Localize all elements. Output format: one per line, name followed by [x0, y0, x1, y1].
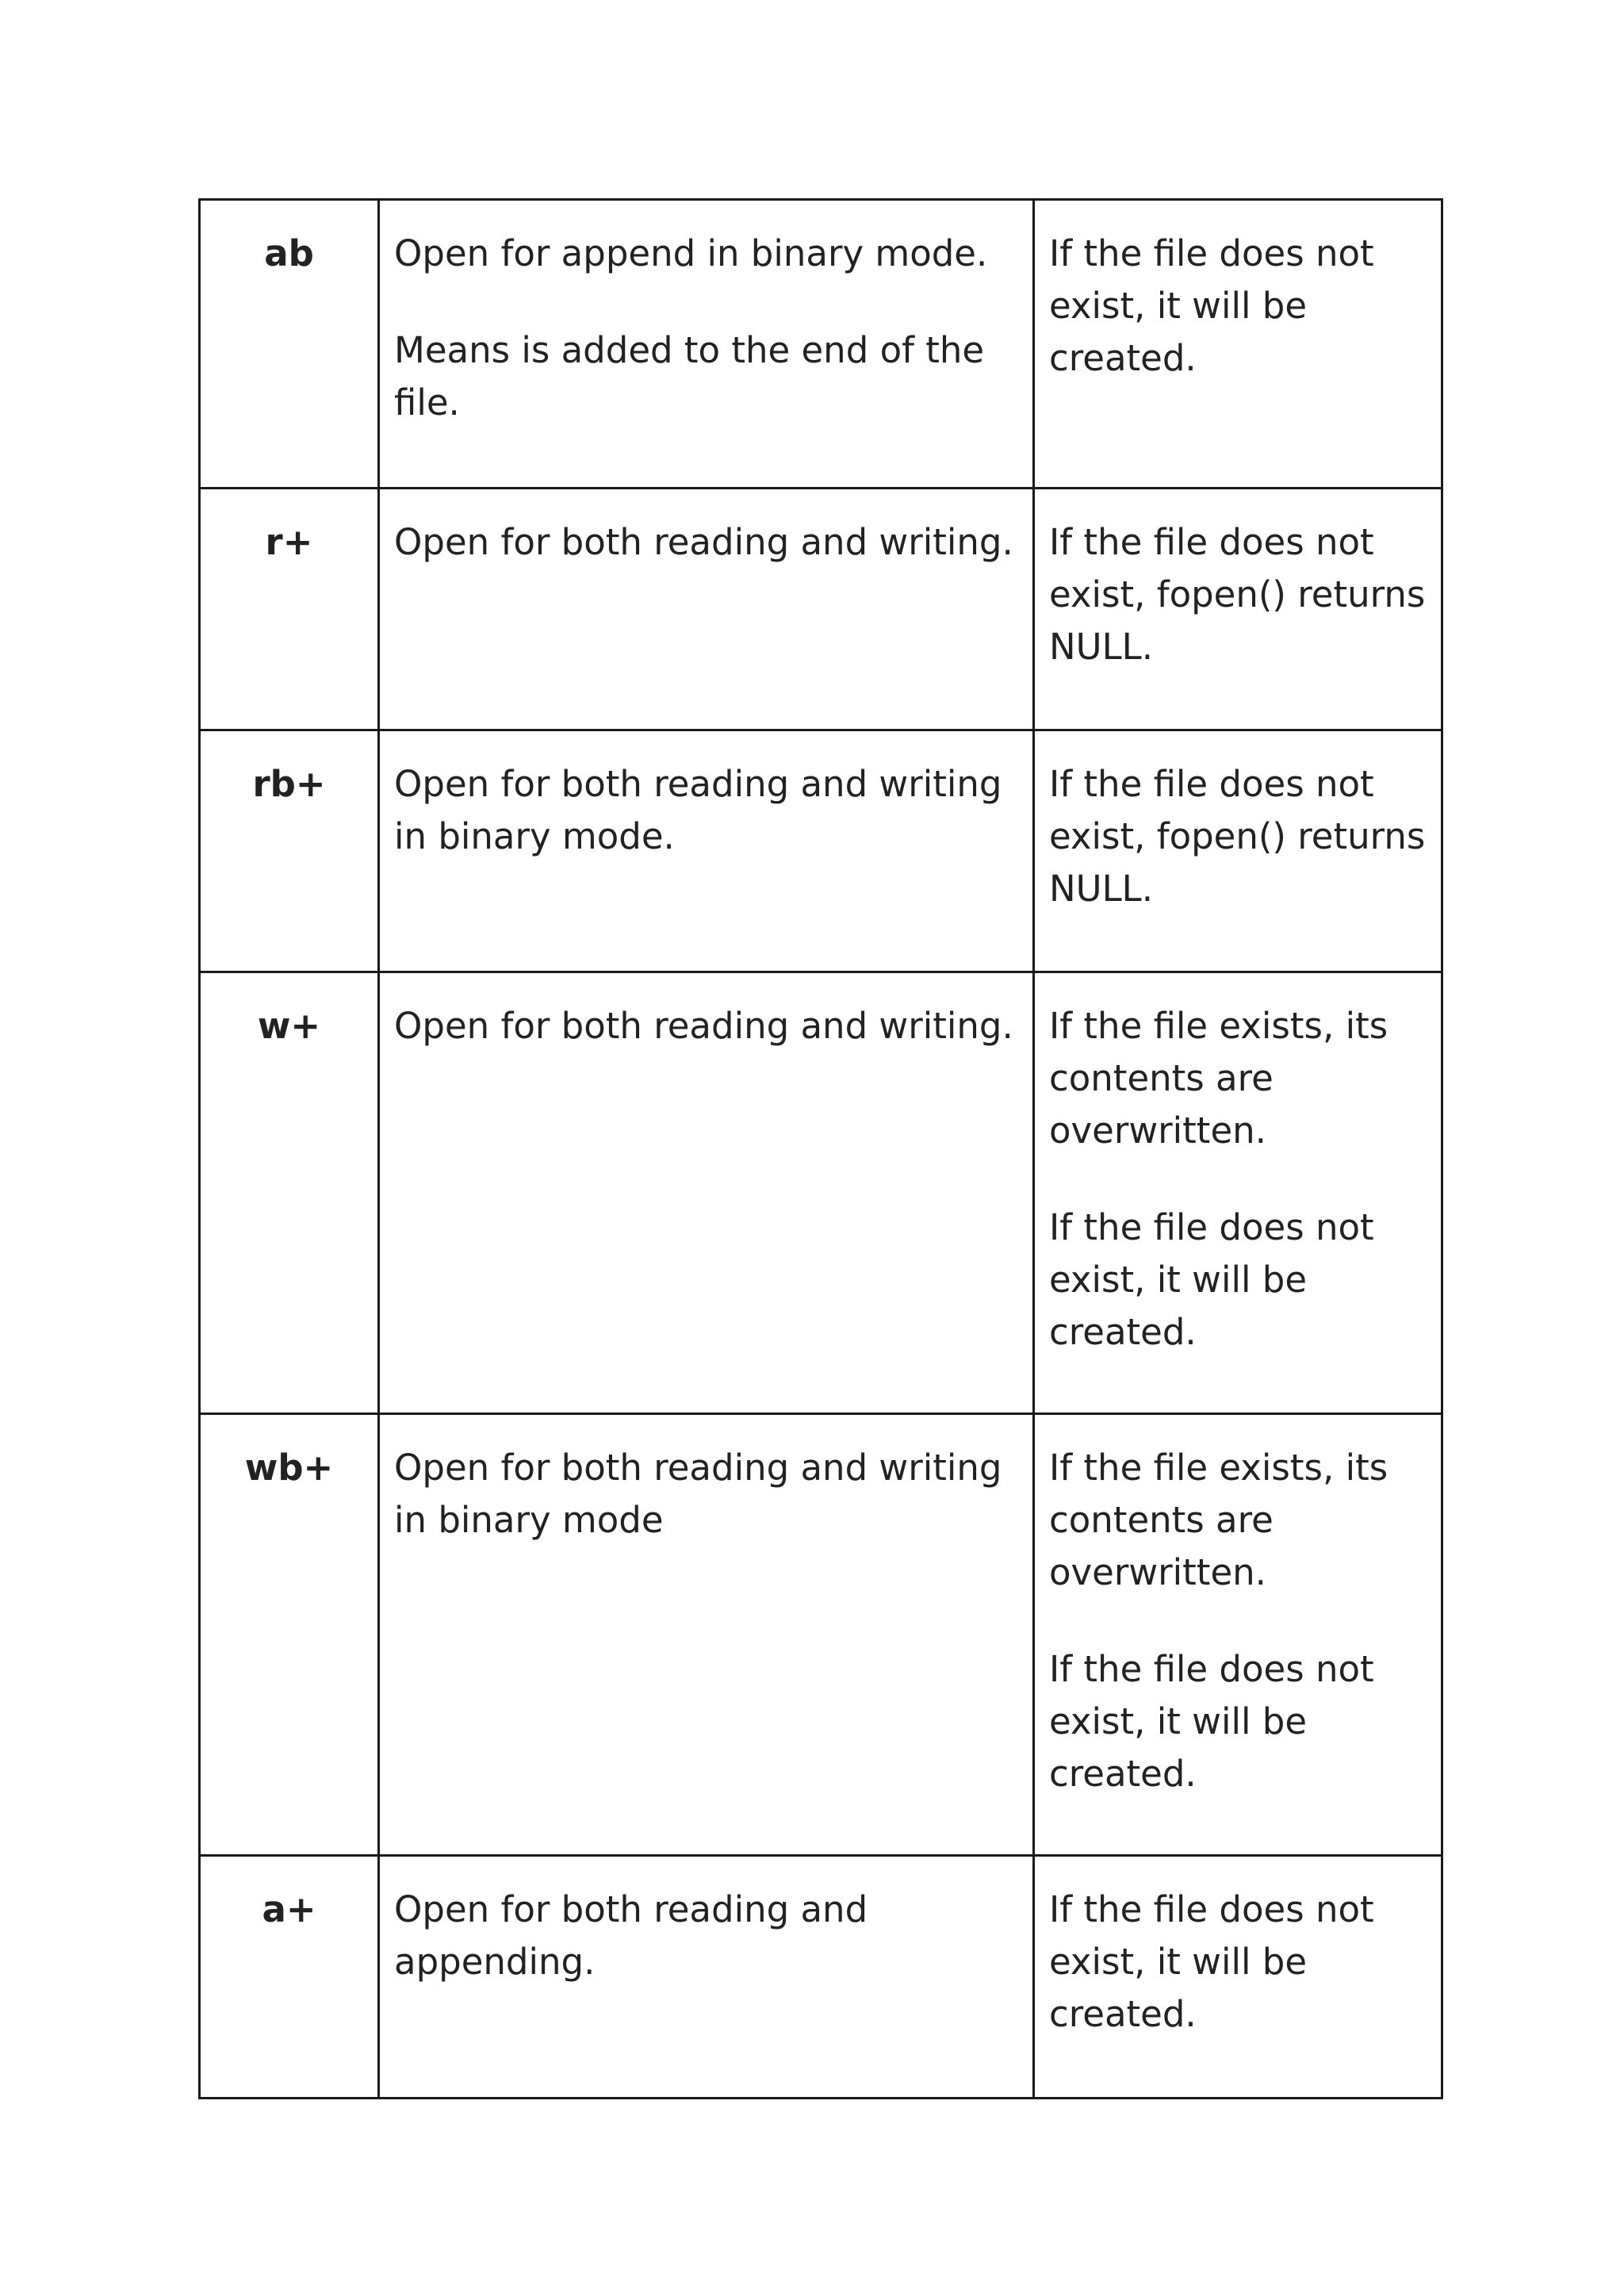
mode-cell: rb+	[200, 730, 379, 972]
behavior-cell	[1034, 972, 1442, 1414]
description-cell	[379, 730, 1034, 972]
behavior-text: If the file does not exist, it will be created.	[1049, 1648, 1374, 1795]
file-modes-table	[198, 198, 1443, 2099]
behavior-text: If the file does not exist, it will be created.	[1049, 1888, 1374, 2035]
description-text: Open for both reading and appending.	[394, 1888, 868, 1983]
description-text: Open for both reading and writing in binary mode.	[394, 763, 1002, 857]
table-row	[200, 730, 1442, 972]
mode-cell: wb+	[200, 1414, 379, 1856]
mode-cell: ab	[200, 200, 379, 489]
behavior-text: If the file does not exist, fopen() returns NULL.	[1049, 763, 1426, 910]
behavior-cell	[1034, 200, 1442, 489]
table-row	[200, 972, 1442, 1414]
table-row	[200, 1856, 1442, 2099]
mode-cell: r+	[200, 489, 379, 730]
description-cell	[379, 1414, 1034, 1856]
behavior-cell	[1034, 489, 1442, 730]
behavior-text: If the file exists, its contents are overwritten.	[1049, 1005, 1388, 1152]
description-cell	[379, 200, 1034, 489]
behavior-cell	[1034, 1856, 1442, 2099]
behavior-text: If the file does not exist, fopen() returns NULL.	[1049, 521, 1426, 668]
behavior-cell	[1034, 730, 1442, 972]
behavior-cell	[1034, 1414, 1442, 1856]
behavior-text: If the file exists, its contents are overwritten.	[1049, 1447, 1388, 1593]
description-text: Open for both reading and writing.	[394, 521, 1013, 563]
mode-cell: w+	[200, 972, 379, 1414]
description-cell	[379, 972, 1034, 1414]
behavior-text: If the file does not exist, it will be created.	[1049, 232, 1374, 379]
table-row	[200, 489, 1442, 730]
mode-cell: a+	[200, 1856, 379, 2099]
behavior-text: If the file does not exist, it will be created.	[1049, 1206, 1374, 1353]
table-row	[200, 200, 1442, 489]
description-text: Means is added to the end of the file.	[394, 329, 985, 424]
description-text: Open for both reading and writing in binary mode	[394, 1447, 1002, 1541]
description-cell	[379, 1856, 1034, 2099]
description-text: Open for both reading and writing.	[394, 1005, 1013, 1047]
description-text: Open for append in binary mode.	[394, 232, 988, 274]
description-cell	[379, 489, 1034, 730]
table-row	[200, 1414, 1442, 1856]
